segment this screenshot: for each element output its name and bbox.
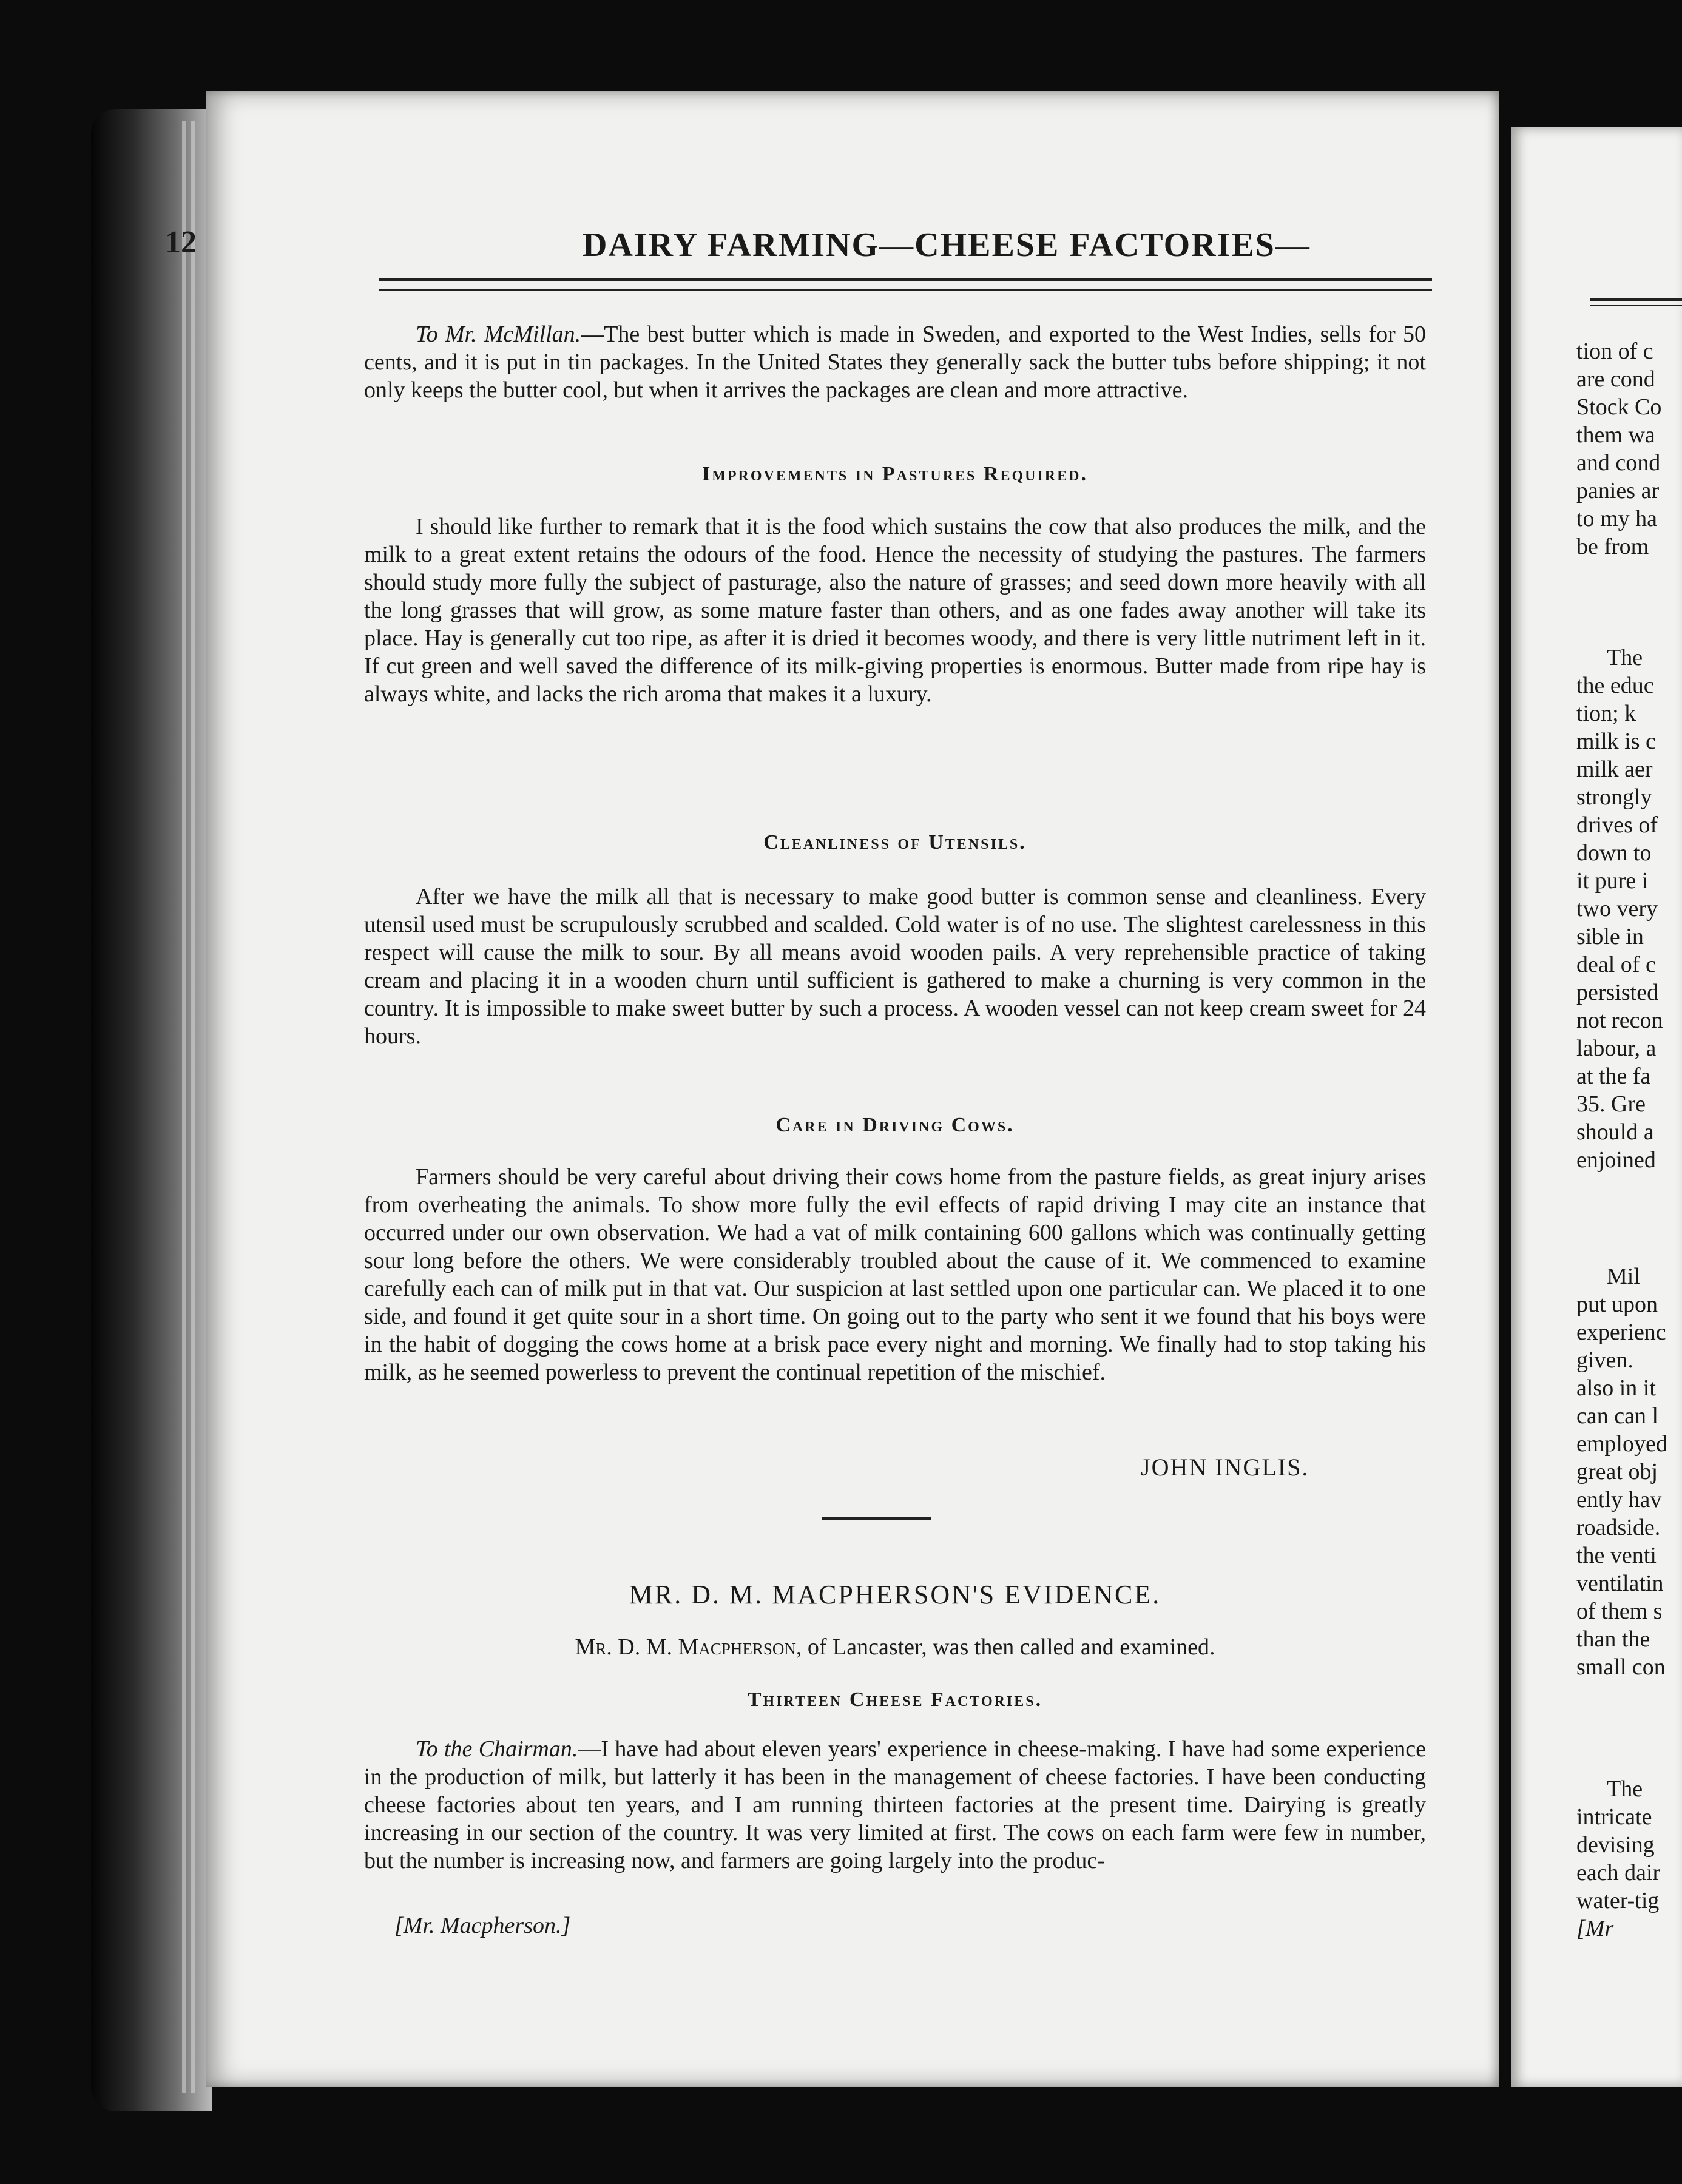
right-page-line: the educ [1576,673,1654,698]
right-page-line: intricate [1576,1804,1652,1830]
right-page-line: ently hav [1576,1487,1662,1512]
right-page-line: great obj [1576,1459,1658,1485]
page-number: 12 [165,225,197,260]
signature: JOHN INGLIS. [1141,1454,1309,1481]
right-page-line: [Mr [1576,1916,1614,1941]
paragraph-lead: To Mr. McMillan. [416,322,581,347]
right-page-line: and cond [1576,450,1661,476]
right-page-line: The [1607,1776,1643,1802]
right-page-line: deal of c [1576,952,1656,977]
paragraph-text: —The best butter which is made in Sweden, and exported to the West Indies, sells for 50 cents, and it is put in tin packages. In the United States they generally sack the butter tubs before shipping; it not only keeps the butter cool, but when it arrives the packages are clean and more attractive. [364,322,1426,403]
intro-text: , of Lancaster, was then called and examined. [795,1634,1215,1660]
right-page-line: Stock Co [1576,394,1662,420]
section-divider [822,1517,931,1520]
evidence-intro [364,1634,1426,1660]
paragraph-chairman [364,1735,1426,1875]
right-page-line: strongly [1576,784,1652,810]
right-page-line: ventilatin [1576,1571,1664,1596]
right-page-line: given. [1576,1347,1633,1373]
paragraph-cleanliness: After we have the milk all that is necessary to make good butter is common sense and cleanliness. Every utensil used must be scrupulously scrubbed and scalded. Cold water is of no use. The slightest carelessness in this respect will cause the milk to sour. By all means avoid wooden pails. A very reprehensible practice of taking cream and placing it in a wooden churn until sufficient is gathered to make a churning is very common in the country. It is impossible to make sweet butter by such a process. A wooden vessel can not keep cream sweet for 24 hours. [364,884,1426,1049]
right-page-line: labour, a [1576,1036,1657,1061]
right-page-line: drives of [1576,812,1658,838]
right-page-line: 35. Gre [1576,1091,1646,1117]
right-page-line: enjoined [1576,1147,1656,1173]
section-heading-driving: Care in Driving Cows. [775,1114,1015,1136]
section-heading-factories: Thirteen Cheese Factories. [747,1688,1043,1711]
right-page-line: than the [1576,1626,1650,1652]
right-page-line: persisted [1576,980,1659,1005]
page-edge-line [191,121,195,2093]
right-page-line: devising [1576,1832,1655,1858]
right-page-line: to my ha [1576,506,1657,531]
paragraph-text: —I have had about eleven years' experience in cheese-making. I have had some experience in the production of milk, but latterly it has been in the management of cheese factories. I have been conducting cheese factories about ten years, and I am running thirteen factories at the present time. Dairying is greatly increasing in our section of the country. It was very limited at first. The cows on each farm were few in number, but the number is increasing now, and farmers are going largely into the produc- [364,1736,1427,1873]
right-page-line: tion; k [1576,701,1636,726]
right-page-line: be from [1576,534,1649,559]
paragraph-driving: Farmers should be very careful about driving their cows home from the pasture fields, as great injury arises from overheating the animals. To show more fully the evil effects of rapid driving I may cite an instance that occurred under our own observation. We had a vat of milk containing 600 gallons which was continually getting sour long before the others. We were considerably troubled about the cause of it. We commenced to examine carefully each can of milk put in that vat. Our suspicion at last settled upon one particular can. We placed it to one side, and found it get quite sour in a short time. On going out to the party who sent it we found that his boys were in the habit of dogging the cows home at a brisk pace every night and morning. We finally had to stop taking his milk, as he seemed powerless to prevent the continual repetition of the mischief. [364,1164,1426,1385]
right-page-line: two very [1576,896,1658,922]
evidence-title: MR. D. M. MACPHERSON'S EVIDENCE. [629,1580,1161,1609]
paragraph-lead: To the Chairman. [416,1736,578,1762]
right-page-line: The [1607,645,1643,670]
right-page-line: roadside. [1576,1515,1661,1540]
right-page-line: are cond [1576,366,1655,392]
footer-reference: [Mr. Macpherson.] [394,1913,571,1938]
right-page-line: at the fa [1576,1063,1651,1089]
paragraph-pastures: I should like further to remark that it is the food which sustains the cow that also produces the milk, and the milk to a great extent retains the odours of the food. Hence the necessity of studying the pastures. The farmers should study more fully the subject of pasturage, also the nature of grasses; and seed down more heavily with all the long grasses that will grow, as some mature faster than others, and as one fades away another will take its place. Hay is generally cut too ripe, as after it is dried it becomes woody, and there is very little nutriment left in it. If cut green and well saved the difference of its milk-giving properties is enormous. Butter made from ripe hay is always white, and lacks the rich aroma that makes it a luxury. [364,514,1426,707]
right-page-line: Mil [1607,1264,1640,1289]
witness-name: Mr. D. M. Macpherson [575,1634,796,1660]
right-page-line: sible in [1576,924,1644,949]
right-page-line: also in it [1576,1375,1656,1401]
running-head-rule [379,278,1432,291]
right-page-line: water-tig [1576,1888,1660,1913]
right-page-line: milk aer [1576,757,1653,782]
page-edge-line [182,121,186,2093]
right-page-head-rule [1590,298,1682,306]
right-page-line: milk is c [1576,729,1656,754]
section-heading-cleanliness: Cleanliness of Utensils. [763,831,1027,854]
right-page-line: the venti [1576,1543,1657,1568]
right-page-line: should a [1576,1119,1654,1145]
right-page-line: employed [1576,1431,1667,1457]
right-page-line: them wa [1576,422,1655,448]
right-page-line: panies ar [1576,478,1660,504]
right-page-line: down to [1576,840,1652,866]
right-page-line: it pure i [1576,868,1649,894]
section-heading-pastures: Improvements in Pastures Required. [702,463,1088,485]
right-page-line: each dair [1576,1860,1661,1886]
right-page-line: can can l [1576,1403,1659,1429]
right-page-line: small con [1576,1654,1666,1680]
right-page-line: tion of c [1576,339,1653,364]
paragraph-mcmillan [364,320,1426,404]
right-page-line: not recon [1576,1008,1663,1033]
running-head: DAIRY FARMING—CHEESE FACTORIES— [583,226,1311,264]
right-page-line: experienc [1576,1320,1666,1345]
right-page-line: put upon [1576,1292,1658,1317]
right-page-line: of them s [1576,1599,1663,1624]
